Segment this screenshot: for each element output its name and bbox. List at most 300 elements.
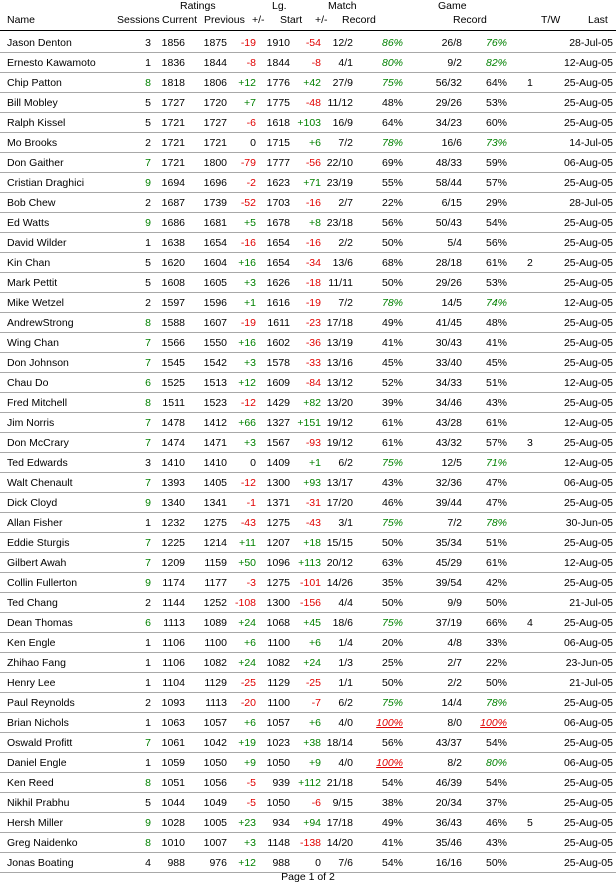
rating-change: -8 <box>246 57 256 69</box>
league-change: -33 <box>305 357 321 369</box>
league-start: 939 <box>272 777 290 789</box>
game-record: 35/34 <box>435 537 462 549</box>
game-percent: 78% <box>485 697 507 709</box>
match-record: 20/12 <box>326 557 353 569</box>
sessions-cell: 5 <box>145 257 151 269</box>
league-change: +103 <box>297 117 321 129</box>
previous-rating: 1720 <box>203 97 227 109</box>
page-footer: Page 1 of 2 <box>281 871 335 883</box>
match-percent: 45% <box>381 357 403 369</box>
sessions-cell: 1 <box>145 757 151 769</box>
player-name: Greg Naidenko <box>7 837 78 849</box>
last-played: 25-Aug-05 <box>563 257 613 269</box>
match-percent: 75% <box>381 697 403 709</box>
match-record: 19/12 <box>326 417 353 429</box>
rating-change: +24 <box>238 617 256 629</box>
col-last: Last <box>588 14 608 26</box>
game-percent: 82% <box>485 57 507 69</box>
match-record: 23/19 <box>326 177 353 189</box>
match-record: 27/9 <box>332 77 353 89</box>
table-row <box>0 733 616 753</box>
league-start: 1371 <box>266 497 290 509</box>
match-percent: 61% <box>381 437 403 449</box>
rating-change: +16 <box>238 257 256 269</box>
player-name: Jason Denton <box>7 37 72 49</box>
game-record: 26/8 <box>441 37 462 49</box>
league-start: 1703 <box>266 197 290 209</box>
rating-change: -5 <box>246 797 256 809</box>
rating-change: -19 <box>240 317 256 329</box>
match-record: 2/7 <box>338 197 353 209</box>
player-name: Jim Norris <box>7 417 55 429</box>
game-record: 6/15 <box>441 197 462 209</box>
player-name: Hersh Miller <box>7 817 64 829</box>
tournament-wins: 1 <box>527 77 533 89</box>
current-rating: 1010 <box>161 837 185 849</box>
last-played: 25-Aug-05 <box>563 177 613 189</box>
col-tw: T/W <box>541 14 561 26</box>
table-row <box>0 793 616 813</box>
current-rating: 1836 <box>161 57 185 69</box>
league-change: +24 <box>303 657 321 669</box>
match-record: 4/1 <box>338 57 353 69</box>
last-played: 06-Aug-05 <box>563 717 613 729</box>
rating-change: -108 <box>234 597 256 609</box>
table-row <box>0 433 616 453</box>
col-start: Start <box>280 14 303 26</box>
last-played: 25-Aug-05 <box>563 397 613 409</box>
match-record: 16/9 <box>332 117 353 129</box>
table-row <box>0 673 616 693</box>
match-percent: 39% <box>381 397 403 409</box>
rating-change: -52 <box>240 197 256 209</box>
last-played: 25-Aug-05 <box>563 577 613 589</box>
match-percent: 49% <box>381 317 403 329</box>
sessions-cell: 2 <box>145 197 151 209</box>
player-name: Walt Chenault <box>7 477 73 489</box>
header-ratings: Ratings <box>180 0 216 12</box>
match-record: 11/11 <box>328 277 353 289</box>
previous-rating: 1405 <box>203 477 227 489</box>
last-played: 25-Aug-05 <box>563 237 613 249</box>
last-played: 25-Aug-05 <box>563 737 613 749</box>
game-percent: 56% <box>485 237 507 249</box>
table-row <box>0 233 616 253</box>
previous-rating: 1177 <box>204 577 227 589</box>
game-record: 50/43 <box>435 217 462 229</box>
table-row <box>0 413 616 433</box>
match-record: 17/18 <box>326 317 353 329</box>
match-percent: 80% <box>381 57 403 69</box>
last-played: 25-Aug-05 <box>563 817 613 829</box>
league-start: 1775 <box>266 97 290 109</box>
league-start: 1567 <box>266 437 290 449</box>
current-rating: 1566 <box>161 337 185 349</box>
last-played: 12-Aug-05 <box>563 457 613 469</box>
league-change: +82 <box>303 397 321 409</box>
col-sessions: Sessions <box>117 14 160 26</box>
league-start: 1910 <box>266 37 290 49</box>
rating-change: +24 <box>238 657 256 669</box>
table-row <box>0 533 616 553</box>
player-name: AndrewStrong <box>7 317 74 329</box>
league-start: 1082 <box>266 657 290 669</box>
game-record: 5/4 <box>447 237 462 249</box>
league-change: +93 <box>303 477 321 489</box>
game-record: 2/2 <box>447 677 462 689</box>
league-start: 1578 <box>266 357 290 369</box>
league-start: 1050 <box>266 757 290 769</box>
league-change: -48 <box>305 97 321 109</box>
sessions-cell: 6 <box>145 617 151 629</box>
game-percent: 71% <box>485 457 507 469</box>
league-change: +42 <box>303 77 321 89</box>
tournament-wins: 4 <box>527 617 533 629</box>
league-change: -25 <box>305 677 321 689</box>
game-percent: 41% <box>485 337 507 349</box>
current-rating: 1104 <box>162 677 185 689</box>
table-row <box>0 253 616 273</box>
player-name: Dean Thomas <box>7 617 73 629</box>
match-record: 9/15 <box>332 797 353 809</box>
table-row <box>0 393 616 413</box>
match-record: 18/14 <box>326 737 353 749</box>
league-change: -34 <box>305 257 321 269</box>
match-percent: 54% <box>381 777 403 789</box>
game-percent: 43% <box>485 397 507 409</box>
league-change: +112 <box>298 777 321 789</box>
rating-change: +3 <box>244 357 256 369</box>
match-percent: 52% <box>381 377 403 389</box>
rating-change: -3 <box>246 577 256 589</box>
table-row <box>0 613 616 633</box>
sessions-cell: 5 <box>145 97 151 109</box>
current-rating: 1597 <box>161 297 185 309</box>
current-rating: 1209 <box>161 557 185 569</box>
previous-rating: 1007 <box>203 837 227 849</box>
league-change: -36 <box>305 337 321 349</box>
game-percent: 54% <box>485 217 507 229</box>
game-record: 34/23 <box>435 117 462 129</box>
game-percent: 42% <box>485 577 507 589</box>
league-start: 1409 <box>266 457 290 469</box>
league-change: -19 <box>305 297 321 309</box>
match-percent: 46% <box>381 497 403 509</box>
player-name: Gilbert Awah <box>7 557 67 569</box>
league-start: 1023 <box>266 737 290 749</box>
current-rating: 1525 <box>161 377 185 389</box>
game-record: 8/2 <box>447 757 462 769</box>
league-change: -56 <box>305 157 321 169</box>
table-row <box>0 633 616 653</box>
match-record: 1/3 <box>338 657 353 669</box>
sessions-cell: 6 <box>145 377 151 389</box>
header-rule <box>0 30 616 31</box>
match-record: 13/12 <box>326 377 353 389</box>
player-name: David Wilder <box>7 237 67 249</box>
last-played: 12-Aug-05 <box>563 417 613 429</box>
game-percent: 48% <box>485 317 507 329</box>
last-played: 12-Aug-05 <box>563 57 613 69</box>
match-percent: 78% <box>381 137 403 149</box>
sessions-cell: 7 <box>145 477 151 489</box>
rating-change: +12 <box>238 377 256 389</box>
table-row <box>0 813 616 833</box>
game-record: 37/19 <box>435 617 462 629</box>
match-percent: 22% <box>381 197 403 209</box>
previous-rating: 1005 <box>203 817 227 829</box>
match-percent: 50% <box>381 597 403 609</box>
last-played: 25-Aug-05 <box>563 217 613 229</box>
table-row <box>0 273 616 293</box>
sessions-cell: 2 <box>145 697 151 709</box>
league-change: -23 <box>305 317 321 329</box>
last-played: 21-Jul-05 <box>569 677 613 689</box>
match-percent: 50% <box>381 237 403 249</box>
rating-change: +12 <box>238 77 256 89</box>
sessions-cell: 8 <box>145 317 151 329</box>
match-record: 17/18 <box>326 817 353 829</box>
sessions-cell: 5 <box>145 117 151 129</box>
player-name: Bill Mobley <box>7 97 58 109</box>
league-start: 934 <box>272 817 290 829</box>
last-played: 25-Aug-05 <box>563 337 613 349</box>
rating-change: -16 <box>240 237 256 249</box>
match-record: 15/15 <box>326 537 353 549</box>
sessions-cell: 5 <box>145 797 151 809</box>
game-percent: 66% <box>485 617 507 629</box>
current-rating: 1721 <box>161 117 185 129</box>
game-record: 32/36 <box>435 477 462 489</box>
match-percent: 43% <box>381 477 403 489</box>
sessions-cell: 9 <box>145 497 151 509</box>
previous-rating: 1604 <box>203 257 227 269</box>
league-change: -84 <box>305 377 321 389</box>
last-played: 23-Jun-05 <box>565 657 613 669</box>
game-percent: 54% <box>485 737 507 749</box>
rating-change: -43 <box>240 517 256 529</box>
sessions-cell: 8 <box>145 837 151 849</box>
match-record: 21/18 <box>326 777 353 789</box>
league-start: 1611 <box>267 317 290 329</box>
previous-rating: 1654 <box>203 237 227 249</box>
game-record: 9/9 <box>447 597 462 609</box>
tournament-wins: 5 <box>527 817 533 829</box>
league-start: 1300 <box>266 597 290 609</box>
league-start: 1275 <box>266 517 290 529</box>
player-name: Ted Edwards <box>7 457 68 469</box>
game-percent: 33% <box>485 637 507 649</box>
sessions-cell: 3 <box>145 457 151 469</box>
player-name: Henry Lee <box>7 677 56 689</box>
current-rating: 1393 <box>161 477 185 489</box>
current-rating: 1225 <box>161 537 185 549</box>
match-record: 7/2 <box>338 297 353 309</box>
player-name: Daniel Engle <box>7 757 67 769</box>
current-rating: 1044 <box>161 797 185 809</box>
last-played: 25-Aug-05 <box>563 537 613 549</box>
match-percent: 50% <box>381 677 403 689</box>
table-row <box>0 553 616 573</box>
last-played: 12-Aug-05 <box>563 557 613 569</box>
col-lg-change: +/- <box>315 14 328 26</box>
table-row <box>0 73 616 93</box>
table-row <box>0 593 616 613</box>
sessions-cell: 7 <box>145 157 151 169</box>
league-start: 1602 <box>266 337 290 349</box>
game-record: 43/28 <box>435 417 462 429</box>
league-change: -93 <box>305 437 321 449</box>
game-record: 39/44 <box>435 497 462 509</box>
current-rating: 1721 <box>161 137 185 149</box>
previous-rating: 1513 <box>203 377 227 389</box>
match-percent: 56% <box>381 737 403 749</box>
match-record: 13/6 <box>332 257 353 269</box>
match-record: 14/26 <box>326 577 353 589</box>
match-record: 13/20 <box>326 397 353 409</box>
league-change: -16 <box>305 237 321 249</box>
player-name: Mo Brooks <box>7 137 58 149</box>
rating-change: -2 <box>246 177 256 189</box>
game-percent: 76% <box>485 37 507 49</box>
sessions-cell: 1 <box>145 237 151 249</box>
previous-rating: 1875 <box>203 37 227 49</box>
game-percent: 51% <box>485 537 507 549</box>
player-name: Zhihao Fang <box>7 657 66 669</box>
league-start: 988 <box>272 857 290 869</box>
game-percent: 59% <box>485 157 507 169</box>
last-played: 21-Jul-05 <box>569 597 613 609</box>
player-name: Fred Mitchell <box>7 397 68 409</box>
previous-rating: 1412 <box>203 417 227 429</box>
game-percent: 29% <box>485 197 507 209</box>
league-change: +6 <box>309 717 321 729</box>
current-rating: 1061 <box>161 737 185 749</box>
table-row <box>0 313 616 333</box>
match-percent: 86% <box>381 37 403 49</box>
table-row <box>0 53 616 73</box>
current-rating: 1340 <box>161 497 185 509</box>
sessions-cell: 5 <box>145 277 151 289</box>
table-row <box>0 353 616 373</box>
game-percent: 22% <box>485 657 507 669</box>
game-record: 28/18 <box>435 257 462 269</box>
league-start: 1207 <box>266 537 290 549</box>
game-percent: 51% <box>485 377 507 389</box>
player-name: Ken Engle <box>7 637 56 649</box>
previous-rating: 1721 <box>203 137 227 149</box>
league-change: +45 <box>303 617 321 629</box>
rating-change: -25 <box>240 677 256 689</box>
current-rating: 1511 <box>162 397 185 409</box>
match-record: 13/19 <box>326 337 353 349</box>
league-start: 1096 <box>266 557 290 569</box>
player-name: Wing Chan <box>7 337 59 349</box>
table-row <box>0 373 616 393</box>
sessions-cell: 7 <box>145 337 151 349</box>
rating-change: -19 <box>240 37 256 49</box>
league-start: 1100 <box>267 637 290 649</box>
game-record: 33/40 <box>435 357 462 369</box>
match-record: 18/6 <box>332 617 353 629</box>
previous-rating: 1410 <box>203 457 227 469</box>
game-percent: 53% <box>485 97 507 109</box>
league-change: +6 <box>309 137 321 149</box>
previous-rating: 1252 <box>203 597 227 609</box>
game-percent: 73% <box>485 137 507 149</box>
previous-rating: 1596 <box>203 297 227 309</box>
sessions-cell: 7 <box>145 737 151 749</box>
col-previous: Previous <box>204 14 245 26</box>
game-percent: 60% <box>485 117 507 129</box>
match-percent: 50% <box>381 277 403 289</box>
table-row <box>0 173 616 193</box>
previous-rating: 1159 <box>204 557 227 569</box>
league-start: 1776 <box>266 77 290 89</box>
sessions-cell: 1 <box>145 677 151 689</box>
match-percent: 61% <box>381 417 403 429</box>
rating-change: +23 <box>238 817 256 829</box>
match-record: 13/16 <box>326 357 353 369</box>
league-change: 0 <box>315 857 321 869</box>
current-rating: 1028 <box>161 817 185 829</box>
game-percent: 80% <box>485 757 507 769</box>
league-start: 1623 <box>266 177 290 189</box>
match-record: 17/20 <box>326 497 353 509</box>
match-record: 12/2 <box>332 37 353 49</box>
table-row <box>0 693 616 713</box>
match-percent: 64% <box>381 117 403 129</box>
last-played: 25-Aug-05 <box>563 697 613 709</box>
rating-change: +11 <box>238 537 256 549</box>
previous-rating: 1049 <box>203 797 227 809</box>
sessions-cell: 1 <box>145 657 151 669</box>
table-row <box>0 753 616 773</box>
league-change: -43 <box>305 517 321 529</box>
table-row <box>0 773 616 793</box>
last-played: 25-Aug-05 <box>563 277 613 289</box>
table-row <box>0 113 616 133</box>
player-name: Mark Pettit <box>7 277 58 289</box>
rating-change: -6 <box>246 117 256 129</box>
game-record: 16/6 <box>441 137 462 149</box>
league-start: 1616 <box>266 297 290 309</box>
sessions-cell: 8 <box>145 397 151 409</box>
sessions-cell: 4 <box>145 857 151 869</box>
current-rating: 1059 <box>161 757 185 769</box>
league-start: 1327 <box>266 417 290 429</box>
game-record: 4/8 <box>447 637 462 649</box>
current-rating: 1106 <box>162 637 185 649</box>
match-percent: 75% <box>381 517 403 529</box>
game-record: 14/4 <box>441 697 462 709</box>
match-record: 14/20 <box>326 837 353 849</box>
previous-rating: 1681 <box>203 217 227 229</box>
game-percent: 64% <box>485 77 507 89</box>
match-record: 13/17 <box>326 477 353 489</box>
game-percent: 37% <box>485 797 507 809</box>
table-row <box>0 333 616 353</box>
player-name: Kin Chan <box>7 257 51 269</box>
player-name: Brian Nichols <box>7 717 69 729</box>
league-change: -54 <box>305 37 321 49</box>
game-percent: 61% <box>485 257 507 269</box>
ratings-table <box>0 33 616 873</box>
match-record: 19/12 <box>326 437 353 449</box>
col-match-record: Record <box>342 14 376 26</box>
last-played: 12-Aug-05 <box>563 297 613 309</box>
rating-change: -20 <box>240 697 256 709</box>
